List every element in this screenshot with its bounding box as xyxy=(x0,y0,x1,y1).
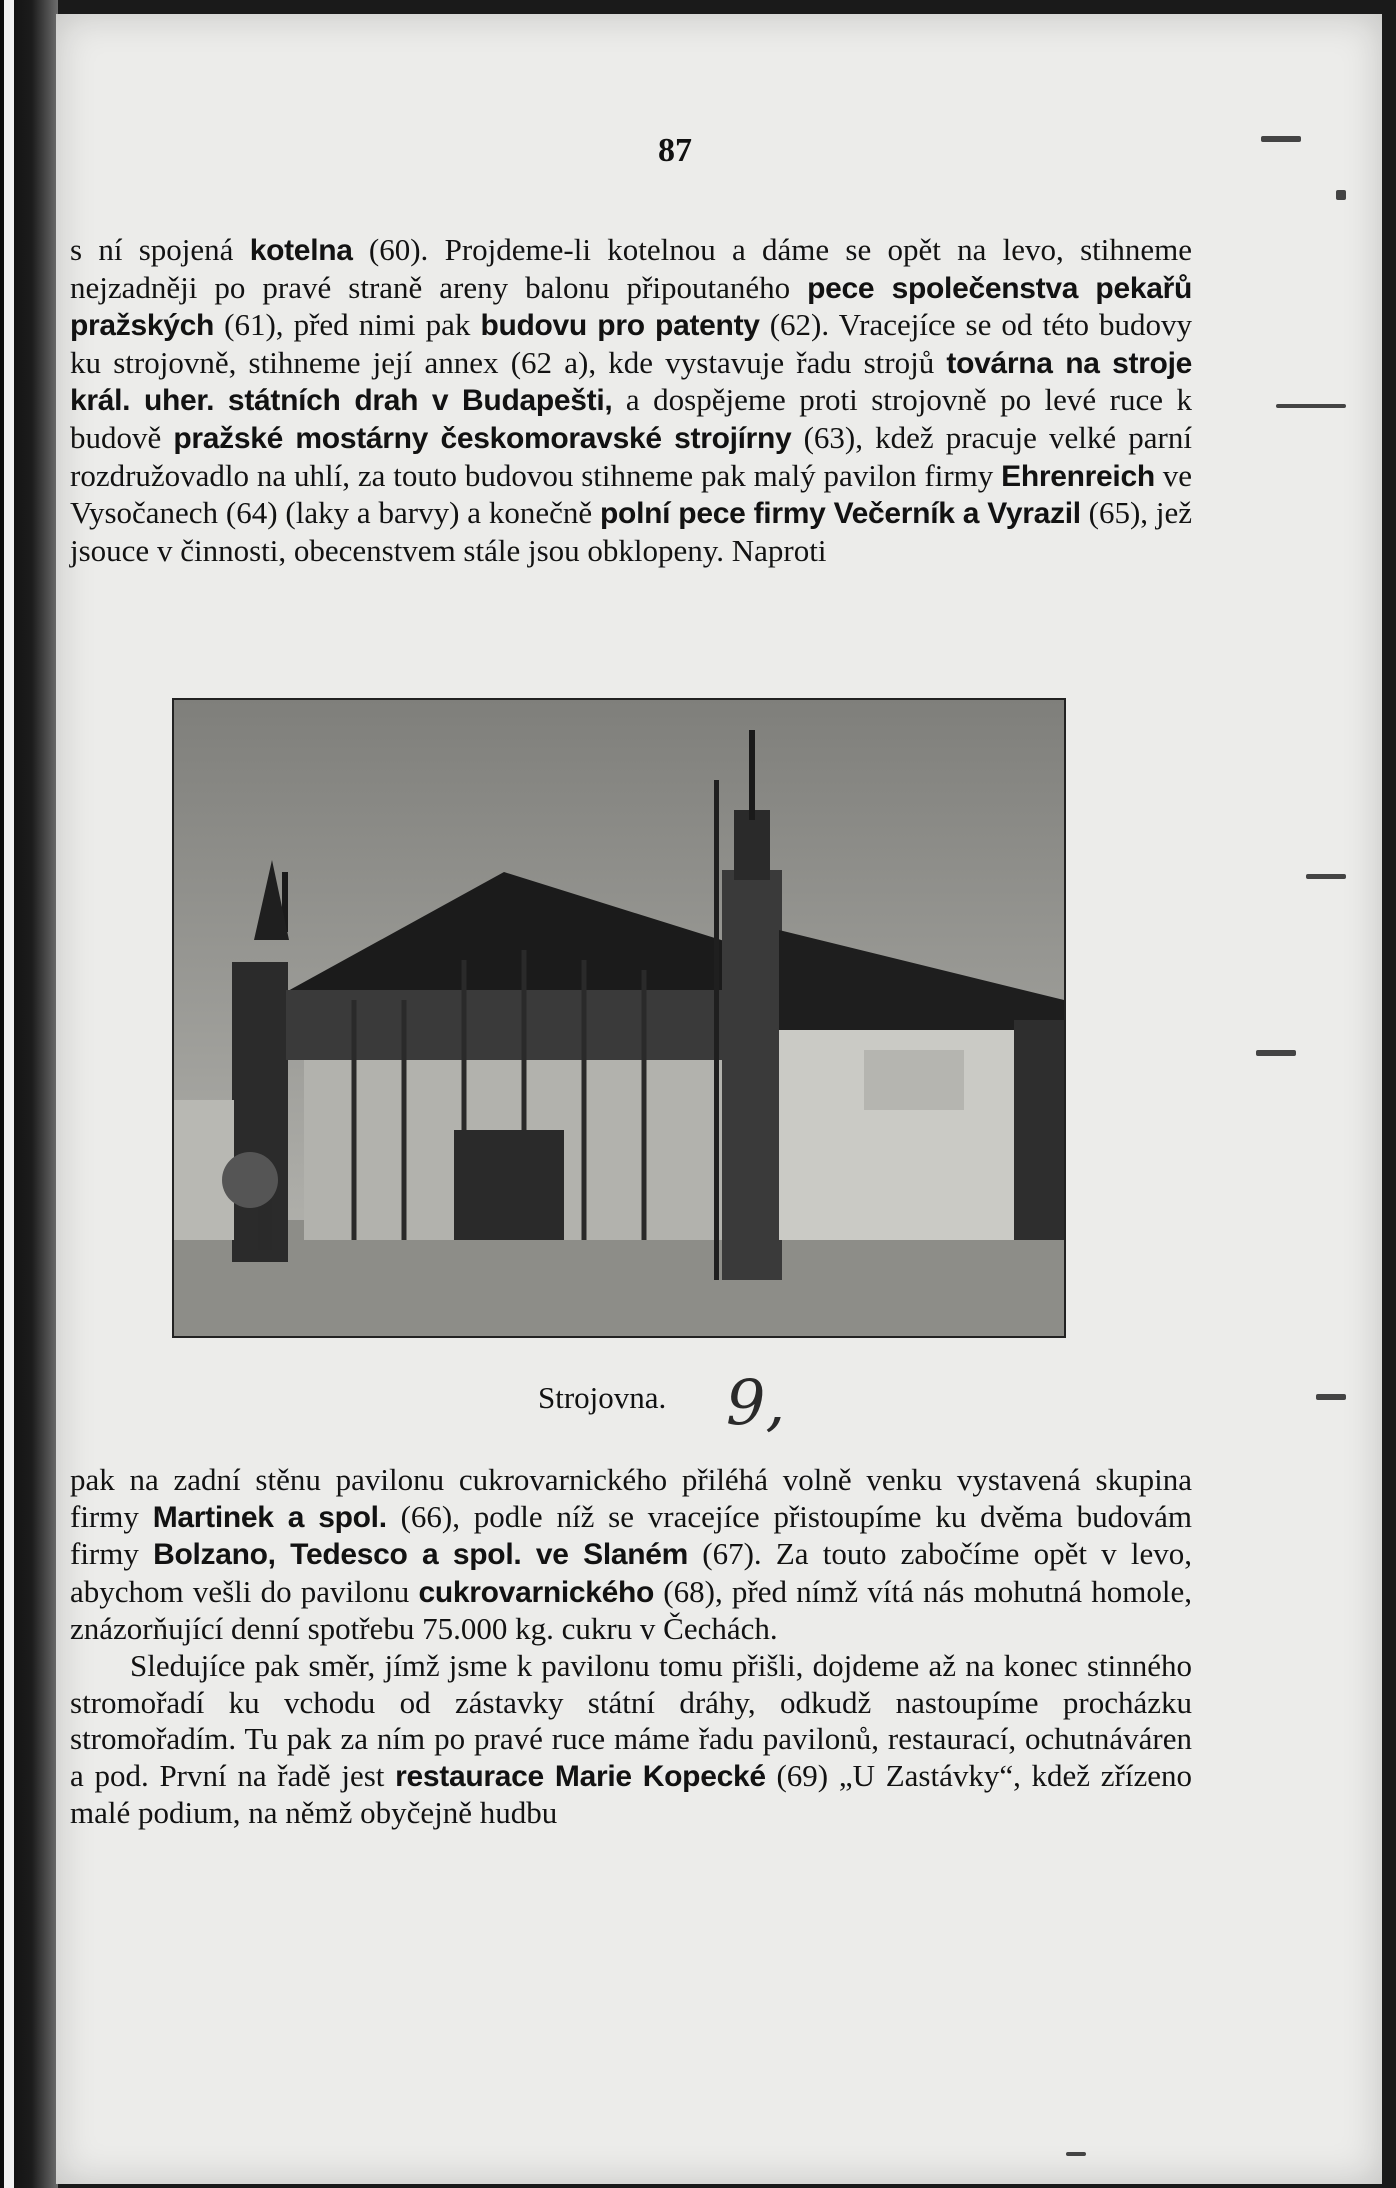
scan-speck xyxy=(1306,874,1346,879)
text-run: (68), před nímž vítá nás mohutná homole, znázorňující denní spotřebu 75.000 kg. cukru v Čechách. xyxy=(70,1573,1192,1647)
handwritten-mark: 9, xyxy=(726,1366,786,1439)
building-photo-illustration xyxy=(174,700,1064,1336)
bold-name-run: továrna na stroje král. uher. státních drah v Budapešti, xyxy=(70,346,1192,418)
text-run: (65), jež jsouce v činnosti, obecenstvem stále jsou obklopeny. Naproti xyxy=(70,495,1192,568)
page-number: 87 xyxy=(658,132,692,169)
photo-strojovna xyxy=(172,698,1066,1338)
bold-name-run: polní pece firmy Večerník a Vyrazil xyxy=(600,497,1081,531)
text-run: pak na zadní stěnu pavilonu cukrovarnického přiléhá volně venku vystavená skupina firmy xyxy=(70,1462,1192,1534)
scan-edge xyxy=(0,0,58,2188)
scan-speck xyxy=(1336,190,1346,200)
scan-speck xyxy=(1316,1394,1346,1400)
paragraph xyxy=(70,1648,1192,1832)
bold-name-run: budovu pro patenty xyxy=(480,309,760,343)
text-run: s ní spojená xyxy=(70,232,250,267)
paragraph-top xyxy=(70,232,1192,569)
bold-name-run: pece společenstva pekařů pražských xyxy=(70,271,1192,343)
text-run: (63), kdež pracuje velké parní rozdružovadlo na uhlí, za touto budovou stihneme pak malý pavilon firmy xyxy=(70,419,1192,493)
paragraph xyxy=(70,1462,1192,1648)
text-run: (62). Vracejíce se od této budovy ku strojovně, stihneme její annex (62 a), kde vystavuje řadu strojů xyxy=(70,307,1193,380)
scan-speck xyxy=(1256,1050,1296,1056)
scan-speck xyxy=(1066,2152,1086,2156)
paragraph-bottom xyxy=(70,1462,1192,1832)
bold-name-run: Martinek a spol. xyxy=(152,1500,387,1534)
text-run: Sledujíce pak směr, jímž jsme k pavilonu tomu přišli, dojdeme až na konec stinného stromořadí ku vchodu od zástavky státní dráhy, odkudž nastoupíme procházku stromořadím. Tu pak za ním po pravé ruce máme řadu pavilonů, restaurací, ochutnáváren a pod. První na řadě jest xyxy=(70,1647,1192,1793)
paragraph xyxy=(70,232,1192,569)
text-run: (60). Projdeme-li kotelnou a dáme se opět na levo, stihneme nejzadněji po pravé straně areny balonu připoutaného xyxy=(70,232,1192,305)
text-run: (61), před nimi pak xyxy=(214,307,481,343)
text-run: (66), podle níž se vracejíce přistoupíme ku dvěma budovám firmy xyxy=(70,1498,1192,1572)
text-run: (69) „U Zastávky“, kdež zřízeno malé podium, na němž obyčejně hudbu xyxy=(70,1757,1192,1831)
bold-name-run: Ehrenreich xyxy=(1001,459,1155,493)
text-run: a dospějeme proti strojovně po levé ruce k budově xyxy=(70,382,1192,455)
bold-name-run: kotelna xyxy=(249,234,353,267)
book-page xyxy=(56,14,1382,2184)
text-run: (67). Za touto zabočíme opět v levo, abychom vešli do pavilonu xyxy=(70,1536,1193,1609)
scan-speck xyxy=(1276,404,1346,408)
bold-name-run: restaurace Marie Kopecké xyxy=(395,1759,766,1793)
bold-name-run: cukrovarnického xyxy=(418,1575,655,1609)
text-run: ve Vysočanech (64) (laky a barvy) a konečně xyxy=(70,457,1192,531)
scan-speck xyxy=(1261,136,1301,142)
bold-name-run: pražské mostárny českomoravské strojírny xyxy=(173,421,792,455)
bold-name-run: Bolzano, Tedesco a spol. ve Slaném xyxy=(153,1538,689,1572)
scan-edge-stripe xyxy=(4,0,14,2188)
photo-caption: Strojovna. xyxy=(538,1380,667,1415)
